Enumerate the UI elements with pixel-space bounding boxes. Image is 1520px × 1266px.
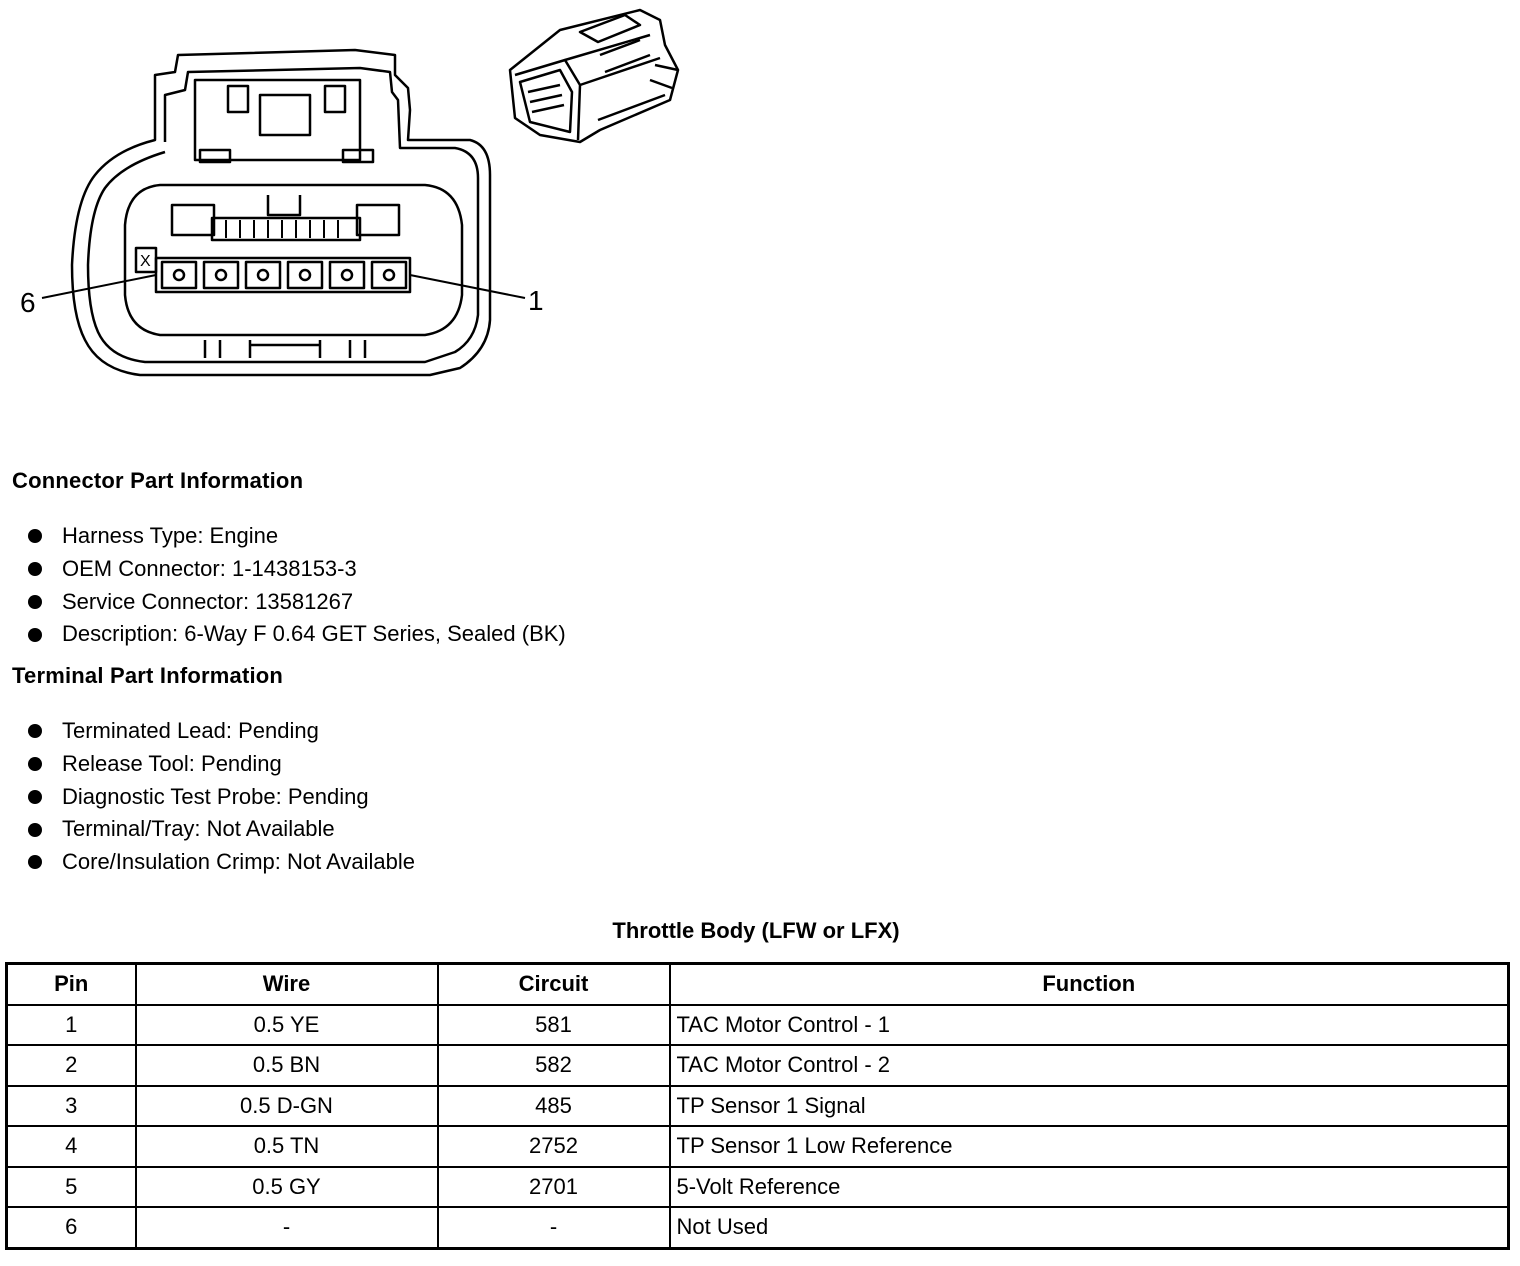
cell-function: TAC Motor Control - 1 <box>670 1005 1509 1046</box>
cell-circuit: - <box>438 1207 670 1248</box>
list-item: Release Tool: Pending <box>28 748 415 781</box>
terminal-info-heading: Terminal Part Information <box>12 663 284 688</box>
list-item: Harness Type: Engine <box>28 520 566 553</box>
cell-wire: 0.5 BN <box>136 1045 438 1086</box>
cell-function: TP Sensor 1 Low Reference <box>670 1126 1509 1167</box>
list-item: Diagnostic Test Probe: Pending <box>28 781 415 814</box>
list-item: Service Connector: 13581267 <box>28 586 566 619</box>
bullet-icon <box>28 529 42 543</box>
table-row <box>7 1005 1509 1046</box>
cell-wire: - <box>136 1207 438 1248</box>
bullet-icon <box>28 790 42 804</box>
cell-circuit: 485 <box>438 1086 670 1127</box>
table-row <box>7 1207 1509 1248</box>
connector-diagram <box>0 0 720 420</box>
connector-info-list <box>28 520 566 651</box>
table-row <box>7 1167 1509 1208</box>
table-row <box>7 1086 1509 1127</box>
list-item: Core/Insulation Crimp: Not Available <box>28 846 415 879</box>
pin-6-leader <box>42 275 156 298</box>
cell-circuit: 2701 <box>438 1167 670 1208</box>
list-item: Terminated Lead: Pending <box>28 715 415 748</box>
bullet-icon <box>28 855 42 869</box>
header-wire: Wire <box>136 964 438 1005</box>
header-function: Function <box>670 964 1509 1005</box>
connector-info-heading: Connector Part Information <box>12 468 304 493</box>
cavity-marker-label: X <box>140 253 151 270</box>
table-row <box>7 1045 1509 1086</box>
cell-circuit: 582 <box>438 1045 670 1086</box>
bullet-icon <box>28 595 42 609</box>
latch-frame <box>195 80 360 160</box>
list-item: Description: 6-Way F 0.64 GET Series, Sealed (BK) <box>28 618 566 651</box>
bullet-icon <box>28 724 42 738</box>
connector-3d-view <box>510 10 678 142</box>
cell-function: TP Sensor 1 Signal <box>670 1086 1509 1127</box>
pin-1-label: 1 <box>528 285 544 316</box>
header-circuit: Circuit <box>438 964 670 1005</box>
cell-pin: 1 <box>7 1005 136 1046</box>
cell-function: TAC Motor Control - 2 <box>670 1045 1509 1086</box>
cell-circuit: 2752 <box>438 1126 670 1167</box>
cell-pin: 3 <box>7 1086 136 1127</box>
cell-pin: 6 <box>7 1207 136 1248</box>
cell-wire: 0.5 D-GN <box>136 1086 438 1127</box>
list-item: Terminal/Tray: Not Available <box>28 813 415 846</box>
cell-pin: 4 <box>7 1126 136 1167</box>
pin-1-leader <box>410 275 525 298</box>
cell-circuit: 581 <box>438 1005 670 1046</box>
cell-wire: 0.5 YE <box>136 1005 438 1046</box>
header-pin: Pin <box>7 964 136 1005</box>
bullet-icon <box>28 757 42 771</box>
bullet-icon <box>28 562 42 576</box>
cell-wire: 0.5 TN <box>136 1126 438 1167</box>
pinout-table <box>5 962 1510 1250</box>
table-header-row <box>7 964 1509 1005</box>
cell-pin: 2 <box>7 1045 136 1086</box>
bullet-icon <box>28 823 42 837</box>
table-row <box>7 1126 1509 1167</box>
connector-face <box>125 185 462 335</box>
cell-function: 5-Volt Reference <box>670 1167 1509 1208</box>
list-item: OEM Connector: 1-1438153-3 <box>28 553 566 586</box>
terminal-info-list <box>28 715 415 879</box>
connector-housing-outer <box>72 50 490 375</box>
cell-function: Not Used <box>670 1207 1509 1248</box>
bullet-icon <box>28 628 42 642</box>
cell-pin: 5 <box>7 1167 136 1208</box>
table-title: Throttle Body (LFW or LFX) <box>612 918 900 943</box>
cell-wire: 0.5 GY <box>136 1167 438 1208</box>
pin-6-label: 6 <box>20 287 36 318</box>
